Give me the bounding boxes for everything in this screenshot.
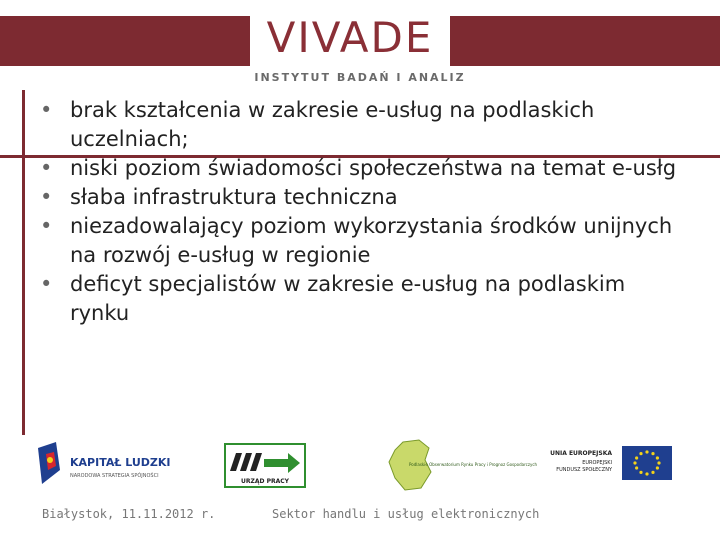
bullet-icon: •	[40, 185, 53, 209]
obserwatorium-label: Podlaskie Obserwatorium Rynku Pracy i Prognoz Gospodarczych	[409, 462, 538, 467]
bullet-text: niezadowalający poziom wykorzystania środków unijnych na rozwój e-usług w regionie	[70, 214, 673, 267]
kapital-ludzki-subtitle: NARODOWA STRATEGIA SPÓJNOŚCI	[70, 473, 159, 479]
eu-sub1: EUROPEJSKI	[582, 460, 612, 466]
eu-title: UNIA EUROPEJSKA	[550, 450, 612, 457]
bullet-list	[30, 96, 690, 328]
bullet-item	[30, 183, 690, 212]
bullet-text: niski poziom świadomości społeczeństwa na temat e-usłg	[70, 156, 677, 180]
kapital-ludzki-title: KAPITAŁ LUDZKI	[70, 456, 171, 469]
bullet-item	[30, 270, 690, 328]
bullet-text: słaba infrastruktura techniczna	[70, 185, 398, 209]
logo-subtitle: INSTYTUT BADAŃ I ANALIZ	[254, 71, 466, 84]
bullet-icon: •	[40, 98, 53, 122]
bullet-item	[30, 154, 690, 183]
kapital-ludzki-logo	[34, 440, 184, 490]
eu-fund-logo	[540, 440, 680, 486]
bullet-text: brak kształcenia w zakresie e-usług na podlaskich uczelniach;	[70, 98, 595, 151]
bullet-text: deficyt specjalistów w zakresie e-usług na podlaskim rynku	[70, 272, 626, 325]
eu-sub2: FUNDUSZ SPOŁECZNY	[556, 467, 612, 473]
bullet-icon: •	[40, 156, 53, 180]
footer-topic: Sektor handlu i usług elektronicznych	[272, 507, 540, 521]
bullet-item	[30, 96, 690, 154]
footer-date: Białystok, 11.11.2012 r.	[42, 507, 216, 521]
bullet-icon: •	[40, 272, 53, 296]
logo-wordmark: VIVADE	[266, 13, 434, 62]
obserwatorium-logo	[385, 438, 538, 493]
urzad-pracy-label: URZĄD PRACY	[241, 478, 289, 485]
bullet-item	[30, 212, 690, 270]
vivade-logo	[250, 8, 450, 70]
bullet-icon: •	[40, 214, 53, 238]
vertical-rule	[22, 90, 25, 435]
urzad-pracy-logo	[224, 443, 306, 488]
